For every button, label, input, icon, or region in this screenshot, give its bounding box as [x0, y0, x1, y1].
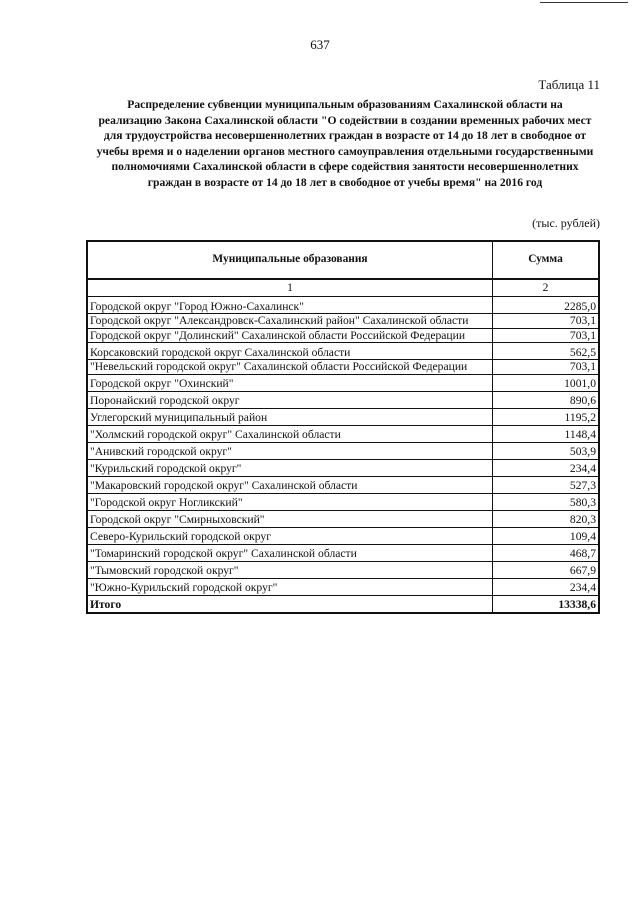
total-label: Итого [87, 595, 493, 613]
table-row [87, 544, 599, 561]
municipality-name: Корсаковский городской округ Сахалинской области [87, 343, 493, 360]
municipality-sum: 890,6 [493, 391, 600, 408]
municipality-name: "Анивский городской округ" [87, 442, 493, 459]
column-number-2: 2 [493, 279, 600, 297]
municipality-sum: 1195,2 [493, 408, 600, 425]
table-row [87, 493, 599, 510]
page-number: 637 [310, 37, 330, 52]
municipality-name: Углегорский муниципальный район [87, 408, 493, 425]
municipality-name: "Тымовский городской округ" [87, 561, 493, 578]
table-row [87, 459, 599, 476]
municipality-name: "Курильский городской округ" [87, 459, 493, 476]
subvention-table [86, 240, 600, 614]
table-row [87, 578, 599, 595]
municipality-name: Городской округ "Охинский" [87, 374, 493, 391]
table-label: Таблица 11 [538, 77, 600, 92]
municipality-name: Городской округ "Смирныховский" [87, 510, 493, 527]
table-header-row [87, 241, 599, 279]
municipality-sum: 1001,0 [493, 374, 600, 391]
municipality-name: Городской округ "Долинский" Сахалинской области Российской Федерации [87, 328, 493, 343]
table-row [87, 527, 599, 544]
municipality-name: "Городской округ Ногликский" [87, 493, 493, 510]
municipality-name: Городской округ "Александровск-Сахалинский район" Сахалинской области [87, 314, 493, 329]
municipality-name: Северо-Курильский городской округ [87, 527, 493, 544]
municipality-sum: 503,9 [493, 442, 600, 459]
header-municipalities: Муниципальные образования [87, 241, 493, 279]
municipality-sum: 2285,0 [493, 297, 600, 314]
document-title: Распределение субвенции муниципальным образованиям Сахалинской области на реализацию Закона Сахалинской области "О содействии в создании временных рабочих мест для трудоустройства несовершеннолетних граждан в возрасте от 14 до 18 лет в свободное от учебы время и о наделении органов местного самоуправления отдельными государственными полномочиями Сахалинской области в сфере содействия занятости несовершеннолетних граждан в возрасте от 14 до 18 лет в свободное от учебы время" на 2016 год [96, 98, 594, 189]
municipality-sum: 1148,4 [493, 425, 600, 442]
total-row [87, 595, 599, 613]
column-number-1: 1 [87, 279, 493, 297]
municipality-name: Городской округ "Город Южно-Сахалинск" [87, 297, 493, 314]
municipality-name: Поронайский городской округ [87, 391, 493, 408]
table-row [87, 476, 599, 493]
header-sum: Сумма [493, 241, 600, 279]
municipality-sum: 703,1 [493, 328, 600, 343]
municipality-sum: 820,3 [493, 510, 600, 527]
municipality-sum: 234,4 [493, 578, 600, 595]
municipality-sum: 562,5 [493, 343, 600, 360]
top-rule [540, 2, 628, 3]
table-row [87, 314, 599, 329]
municipality-sum: 703,1 [493, 360, 600, 375]
units-note: (тыс. рублей) [532, 216, 600, 230]
table-row [87, 343, 599, 360]
table-row [87, 374, 599, 391]
municipality-sum: 468,7 [493, 544, 600, 561]
municipality-name: "Макаровский городской округ" Сахалинской области [87, 476, 493, 493]
table-row [87, 408, 599, 425]
municipality-name: "Холмский городской округ" Сахалинской области [87, 425, 493, 442]
municipality-sum: 580,3 [493, 493, 600, 510]
municipality-sum: 667,9 [493, 561, 600, 578]
municipality-sum: 109,4 [493, 527, 600, 544]
total-sum: 13338,6 [493, 595, 600, 613]
column-number-row [87, 279, 599, 297]
municipality-sum: 703,1 [493, 314, 600, 329]
table-row [87, 510, 599, 527]
table-row [87, 328, 599, 343]
municipality-sum: 234,4 [493, 459, 600, 476]
table-row [87, 442, 599, 459]
table-row [87, 297, 599, 314]
table-row [87, 391, 599, 408]
municipality-sum: 527,3 [493, 476, 600, 493]
municipality-name: "Южно-Курильский городской округ" [87, 578, 493, 595]
municipality-name: "Невельский городской округ" Сахалинской области Российской Федерации [87, 360, 493, 375]
table-row [87, 360, 599, 375]
table-row [87, 561, 599, 578]
municipality-name: "Томаринский городской округ" Сахалинской области [87, 544, 493, 561]
table-row [87, 425, 599, 442]
